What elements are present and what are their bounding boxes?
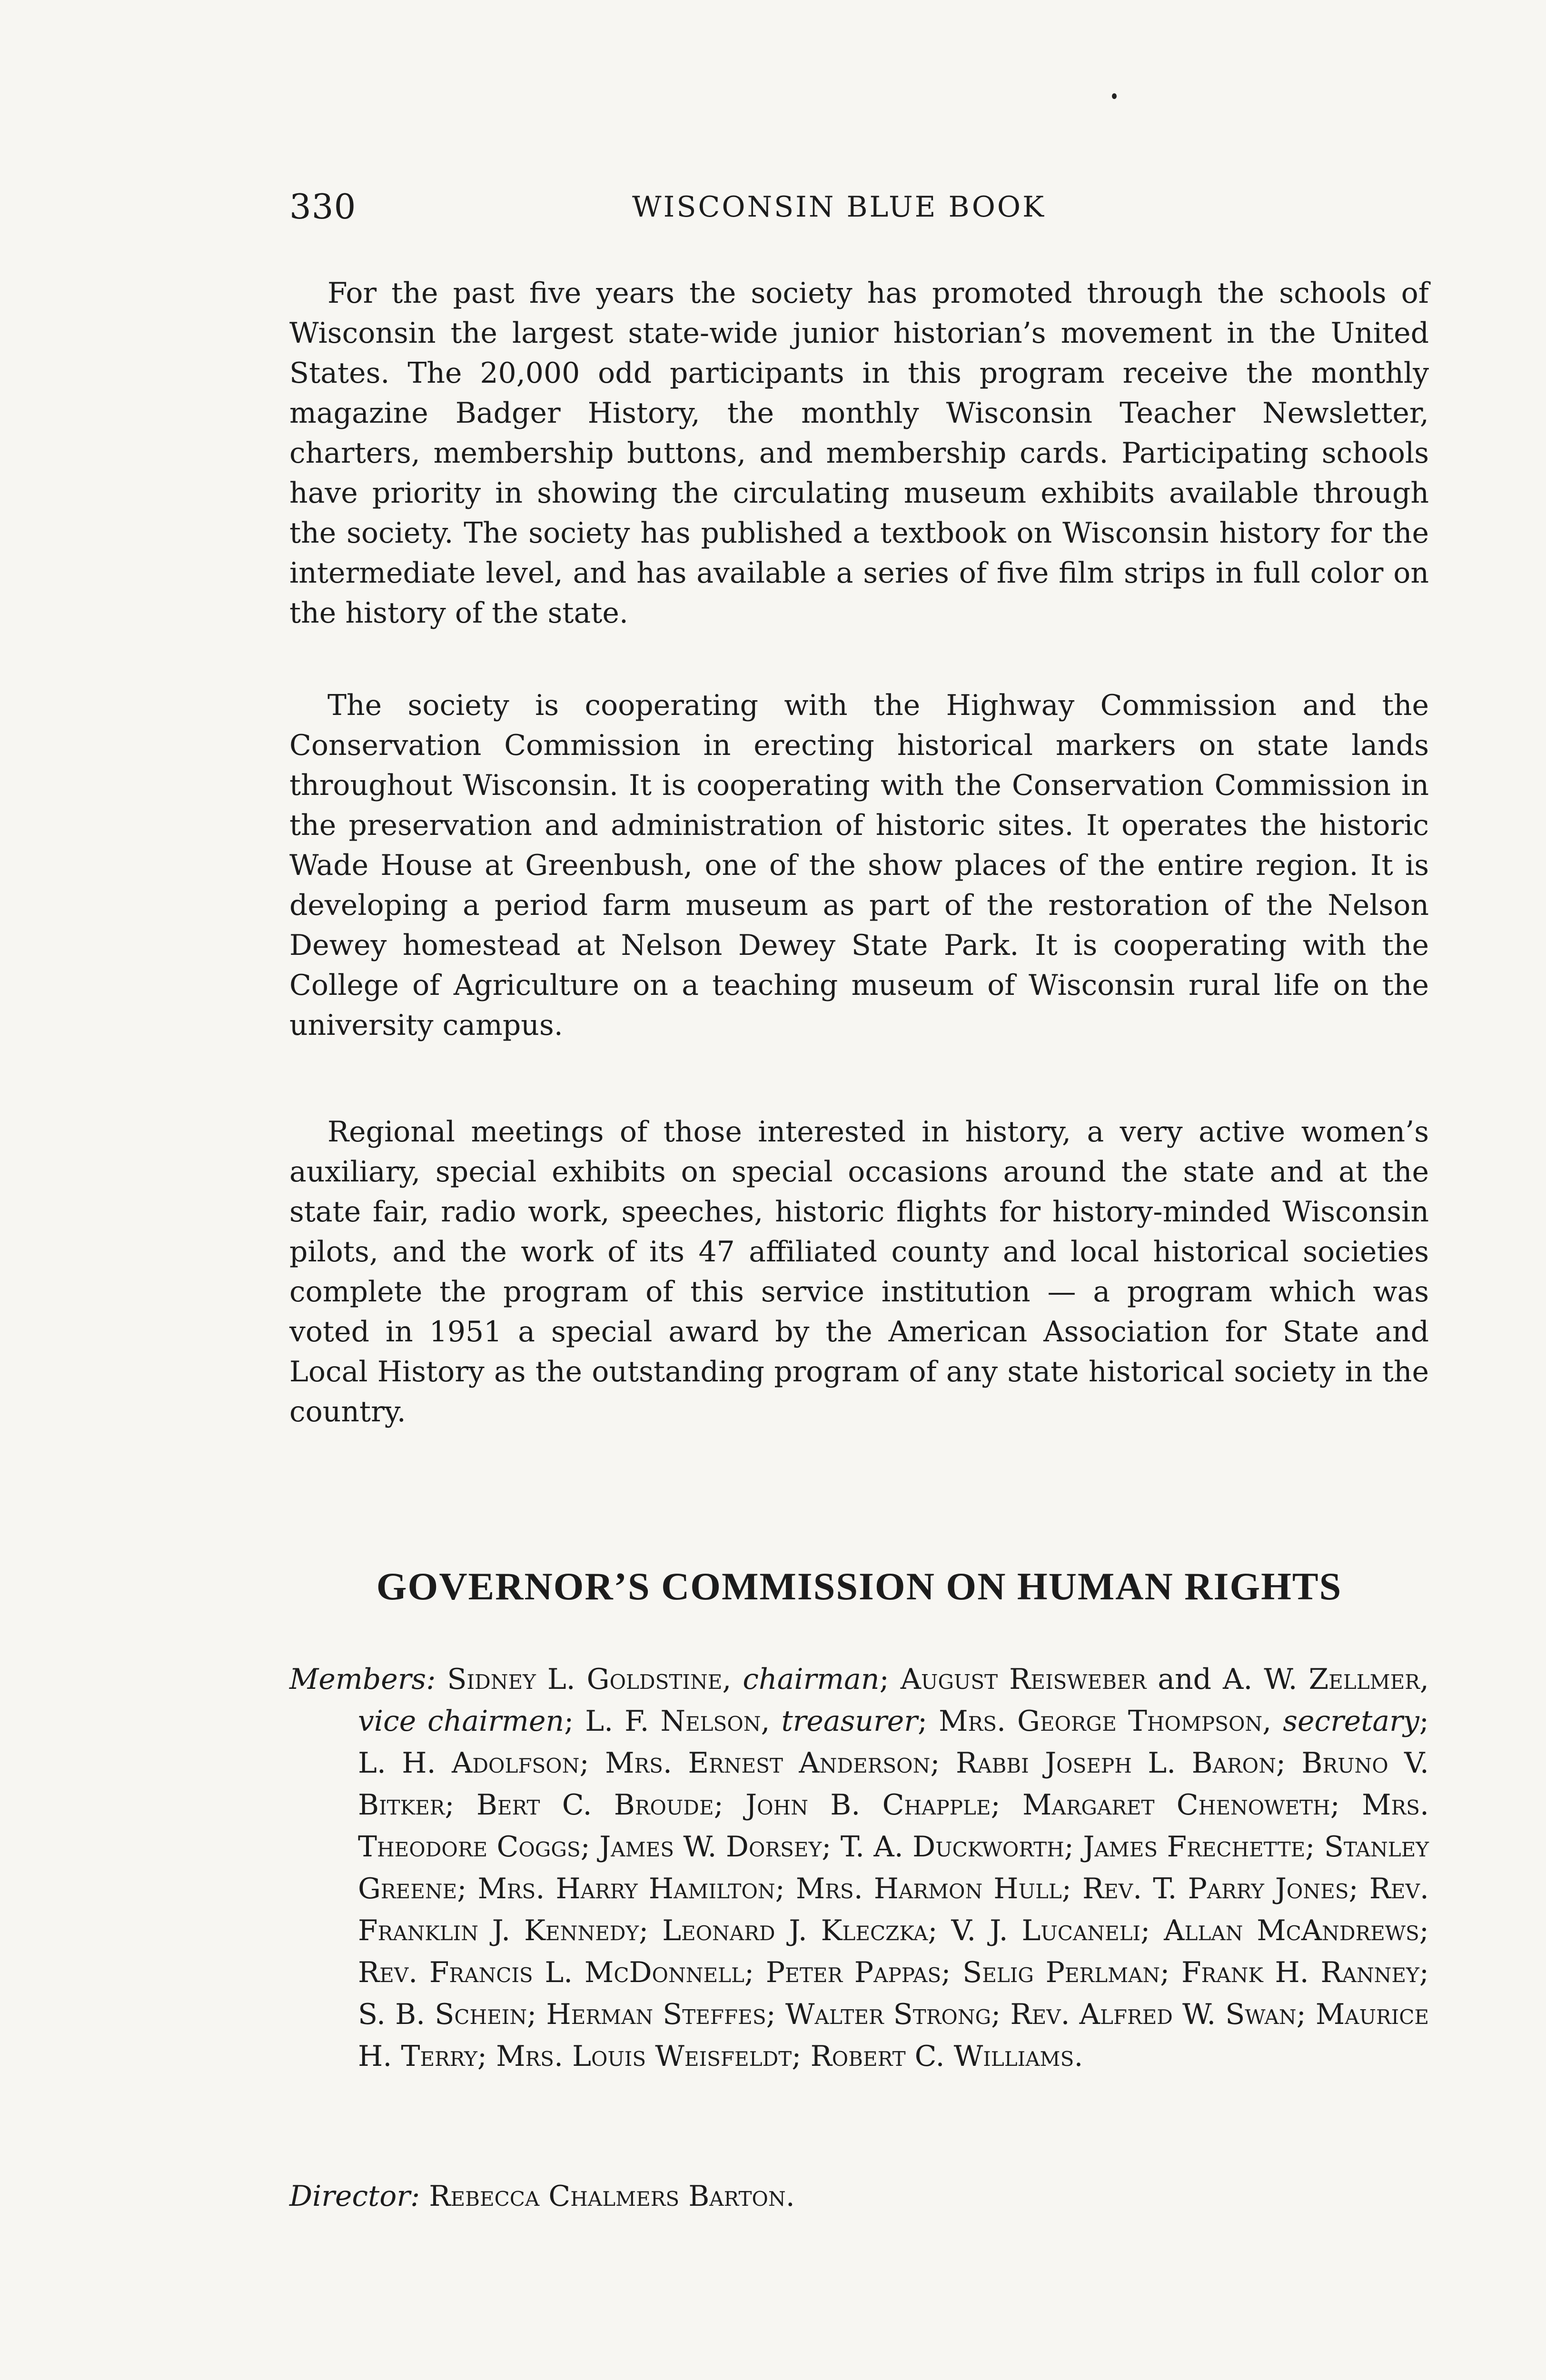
paragraph-historic-sites: The society is cooperating with the Highway Commission and the Conservation Commission in erecting historical markers on state lands throughout Wisconsin. It is cooperating with the Conservation Commission in the preservation and administration of historic sites. It operates the historic Wade House at Greenbush, one of the show places of the entire region. It is developing a period farm museum as part of the restoration of the Nelson Dewey homestead at Nelson Dewey State Park. It is cooperating with the College of Agriculture on a teaching museum of Wisconsin rural life on the university campus. xyxy=(289,689,1429,1042)
member-name: Walter Strong xyxy=(785,1998,991,2031)
page-number: 330 xyxy=(289,187,357,227)
member-name: Bert C. Broude xyxy=(476,1788,714,1822)
print-speck xyxy=(1112,93,1117,99)
member-list-end: . xyxy=(1074,2040,1083,2073)
member-name: Robert C. Williams xyxy=(810,2040,1074,2073)
member-name: Mrs. Harmon Hull xyxy=(795,1872,1062,1905)
paragraph-junior-historians: For the past five years the society has promoted through the schools of Wisconsin the largest state-wide junior historian’s movement in the United States. The 20,000 odd participants in this program receive the monthly magazine Badger History, the monthly Wisconsin Teacher Newsletter, charters, membership buttons, and membership cards. Participating schools have priority in showing the circulating museum exhibits available through the society. The society has published a textbook on Wisconsin history for the intermediate level, and has available a series of five film strips in full color on the history of the state. xyxy=(289,277,1429,630)
member-name: Rev. T. Parry Jones xyxy=(1082,1872,1349,1905)
member-name: Maurice H. Terry xyxy=(358,1998,1429,2073)
member-role: vice chairmen xyxy=(358,1705,565,1738)
member-name: Mrs. Harry Hamilton xyxy=(477,1872,775,1905)
member-name: Mrs. Theodore Coggs xyxy=(358,1788,1429,1864)
members-list xyxy=(289,1658,1429,2077)
member-role: chairman xyxy=(743,1663,880,1696)
director-label: Director: xyxy=(289,2180,420,2213)
member-name: T. A. Duckworth xyxy=(840,1830,1064,1864)
member-name: Selig Perlman xyxy=(962,1956,1160,1989)
member-name: Herman Steffes xyxy=(546,1998,766,2031)
member-name: John B. Chapple xyxy=(745,1788,991,1822)
member-name: V. J. Lucaneli xyxy=(951,1914,1141,1947)
section-heading: GOVERNOR’S COMMISSION ON HUMAN RIGHTS xyxy=(376,1565,1342,1608)
member-name: Bruno V. Bitker xyxy=(358,1746,1429,1822)
member-name: Rabbi Joseph L. Baron xyxy=(955,1746,1276,1780)
member-name: Margaret Chenoweth xyxy=(1022,1788,1330,1822)
member-name: James Frechette xyxy=(1083,1830,1306,1864)
member-name: S. B. Schein xyxy=(358,1998,527,2031)
member-name: Allan McAndrews xyxy=(1164,1914,1419,1947)
member-name: August Reisweber xyxy=(900,1663,1147,1696)
member-name: Sidney L. Goldstine xyxy=(447,1663,723,1696)
member-name: Peter Pappas xyxy=(765,1956,941,1989)
director-end-punctuation: . xyxy=(785,2180,795,2213)
member-name: Mrs. George Thompson xyxy=(939,1705,1263,1738)
member-name: Mrs. Louis Weisfeldt xyxy=(496,2040,792,2073)
paragraph-program-summary: Regional meetings of those interested in history, a very active women’s auxiliary, special exhibits on special occasions around the state and at the state fair, radio work, speeches, historic flights for history-minded Wisconsin pilots, and the work of its 47 affiliated county and local historical societies complete the program of this service institution — a program which was voted in 1951 a special award by the American Association for State and Local History as the outstanding program of any state historical society in the country. xyxy=(289,1115,1429,1428)
member-role: treasurer xyxy=(781,1705,918,1738)
member-name: Rev. Alfred W. Swan xyxy=(1010,1998,1297,2031)
member-name: Stanley Greene xyxy=(358,1830,1429,1905)
member-joiner: and xyxy=(1158,1663,1212,1696)
member-name: Leonard J. Kleczka xyxy=(662,1914,928,1947)
director-line xyxy=(289,2175,1429,2217)
running-header xyxy=(289,187,1432,239)
member-name: Mrs. Ernest Anderson xyxy=(605,1746,931,1780)
member-name: Frank H. Ranney xyxy=(1181,1956,1419,1989)
member-role: secretary xyxy=(1283,1705,1419,1738)
members-names: Sidney L. Goldstine, chairman; August Reisweber and A. W. Zellmer, vice chairmen; L. F. Nelson, treasurer; Mrs. George Thompson, secretary; L. H. Adolfson; Mrs. Ernest Anderson; Rabbi Joseph L. Baron; Bruno V. Bitker; Bert C. Broude; John B. Chapple; Margaret Chenoweth; Mrs. Theodore Coggs; James W. Dorsey; T. A. Duckworth; James Frechette; Stanley Greene; Mrs. Harry Hamilton; Mrs. Harmon Hull; Rev. T. Parry Jones; Rev. Franklin J. Kennedy; Leonard J. Kleczka; V. J. Lucaneli; Allan McAndrews; Rev. Francis L. McDonnell; Peter Pappas; Selig Perlman; Frank H. Ranney; S. B. Schein; Herman Steffes; Walter Strong; Rev. Alfred W. Swan; Maurice H. Terry; Mrs. Louis Weisfeldt; Robert C. Williams. xyxy=(358,1663,1429,2073)
member-name: Rev. Francis L. McDonnell xyxy=(358,1956,744,1989)
director-name: Rebecca Chalmers Barton xyxy=(429,2180,786,2213)
member-name: L. F. Nelson xyxy=(585,1705,761,1738)
member-name: Rev. Franklin J. Kennedy xyxy=(358,1872,1429,1947)
member-name: A. W. Zellmer xyxy=(1222,1663,1420,1696)
running-title: WISCONSIN BLUE BOOK xyxy=(632,190,1046,224)
member-name: James W. Dorsey xyxy=(599,1830,822,1864)
members-label: Members: xyxy=(289,1663,436,1696)
member-name: L. H. Adolfson xyxy=(358,1746,580,1780)
